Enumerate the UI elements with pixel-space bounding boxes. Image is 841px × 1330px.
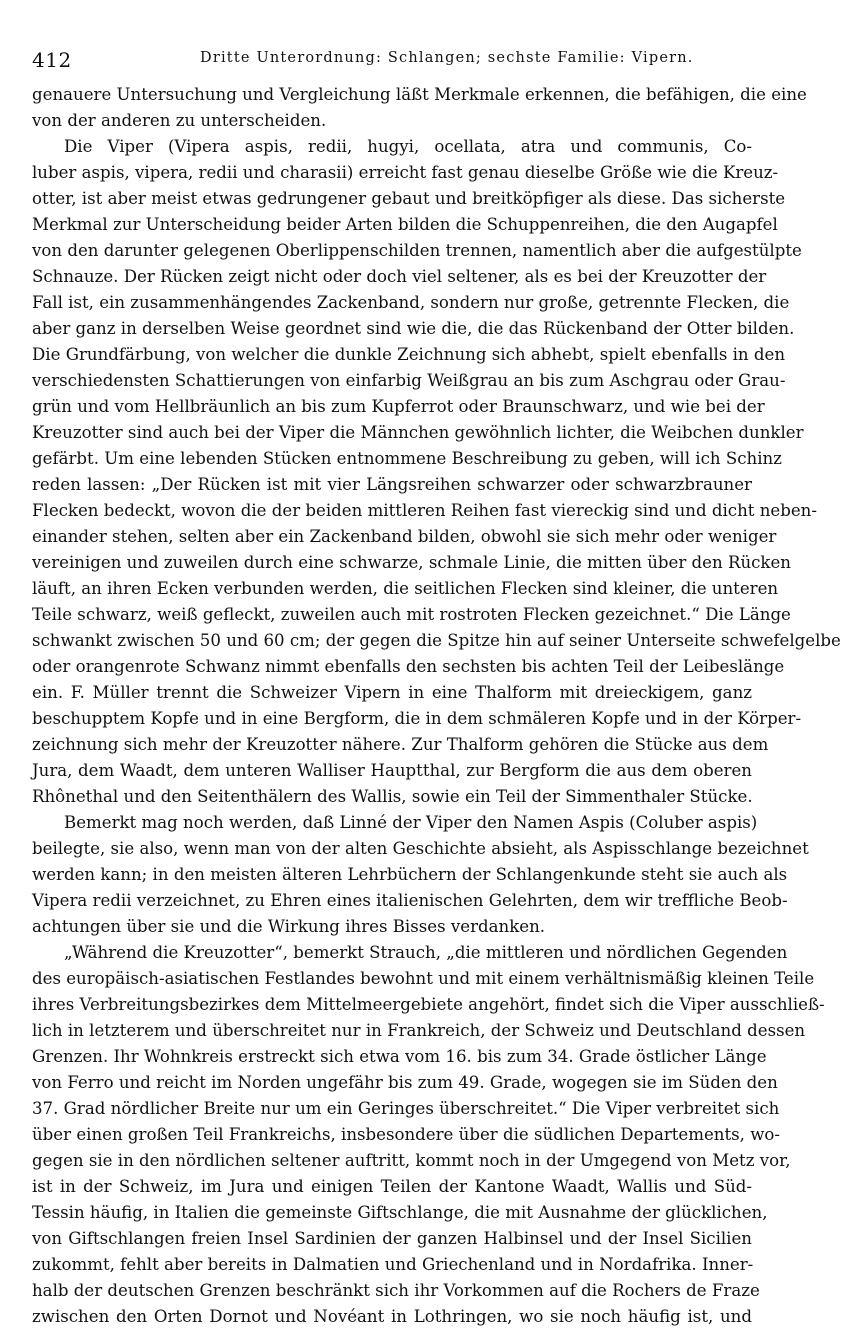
text-line: luber aspis, vipera, redii und charasii) erreicht fast genau dieselbe Größe wie die Kreuz-	[32, 163, 779, 182]
text-line: werden kann; in den meisten älteren Lehrbüchern der Schlangenkunde steht sie auch als	[32, 865, 788, 884]
text-line: von Ferro und reicht im Norden ungefähr bis zum 49. Grade, wogegen sie im Süden den	[32, 1073, 778, 1092]
text-line: Tessin häufig, in Italien die gemeinste Giftschlange, die mit Ausnahme der glücklichen,	[32, 1203, 768, 1222]
text-line: lich in letzterem und überschreitet nur in Frankreich, der Schweiz und Deutschland dessen	[32, 1021, 806, 1040]
text-line: oder orangenrote Schwanz nimmt ebenfalls den sechsten bis achten Teil der Leibeslänge	[32, 657, 785, 676]
text-line: beilegte, sie also, wenn man von der alten Geschichte absieht, als Aspisschlange bezeichnet	[32, 839, 809, 858]
body-text	[32, 82, 841, 1330]
text-line: Fall ist, ein zusammenhängendes Zackenband, sondern nur große, getrennte Flecken, die	[32, 293, 790, 312]
text-line: achtungen über sie und die Wirkung ihres Bisses verdanken.	[32, 917, 546, 936]
text-line: verschiedensten Schattierungen von einfarbig Weißgrau an bis zum Aschgrau oder Grau-	[32, 371, 786, 390]
text-line: beschupptem Kopfe und in eine Bergform, die in dem schmäleren Kopfe und in der Körper-	[32, 709, 802, 728]
text-line: einander stehen, selten aber ein Zackenband bilden, obwohl sie sich mehr oder weniger	[32, 527, 777, 546]
text-line: von den darunter gelegenen Oberlippenschilden trennen, namentlich aber die aufgestülpte	[32, 241, 802, 260]
text-line: Die Viper (Vipera aspis, redii, hugyi, ocellata, atra und communis, Co-	[64, 137, 752, 156]
text-line: „Während die Kreuzotter“, bemerkt Strauch, „die mittleren und nördlichen Gegenden	[64, 943, 788, 962]
text-line: ist in der Schweiz, im Jura und einigen Teilen der Kantone Waadt, Wallis und Süd-	[32, 1177, 752, 1196]
text-line: reden lassen: „Der Rücken ist mit vier Längsreihen schwarzer oder schwarzbrauner	[32, 475, 752, 494]
text-line: zwischen den Orten Dornot und Novéant in Lothringen, wo sie noch häufig ist, und	[32, 1307, 752, 1326]
text-line: zeichnung sich mehr der Kreuzotter nähere. Zur Thalform gehören die Stücke aus dem	[32, 735, 769, 754]
text-line: otter, ist aber meist etwas gedrungener gebaut und breitköpfiger als diese. Das sicherste	[32, 189, 786, 208]
text-line: Rhônethal und den Seitenthälern des Wallis, sowie ein Teil der Simmenthaler Stücke.	[32, 787, 753, 806]
text-line: Schnauze. Der Rücken zeigt nicht oder doch viel seltener, als es bei der Kreuzotter der	[32, 267, 767, 286]
text-line: grün und vom Hellbräunlich an bis zum Kupferrot oder Braunschwarz, und wie bei der	[32, 397, 765, 416]
text-line: schwankt zwischen 50 und 60 cm; der gegen die Spitze hin auf seiner Unterseite schwefelgelbe	[32, 631, 841, 650]
text-line: Grenzen. Ihr Wohnkreis erstreckt sich etwa vom 16. bis zum 34. Grade östlicher Länge	[32, 1047, 767, 1066]
text-line: Kreuzotter sind auch bei der Viper die Männchen gewöhnlich lichter, die Weibchen dunkler	[32, 423, 804, 442]
text-line: halb der deutschen Grenzen beschränkt sich ihr Vorkommen auf die Rochers de Fraze	[32, 1281, 760, 1300]
text-line: ihres Verbreitungsbezirkes dem Mittelmeergebiete angehört, findet sich die Viper ausschließ-	[32, 995, 825, 1014]
text-line: des europäisch-asiatischen Festlandes bewohnt und mit einem verhältnismäßig kleinen Teile	[32, 969, 815, 988]
text-line: aber ganz in derselben Weise geordnet sind wie die, die das Rückenband der Otter bilden.	[32, 319, 795, 338]
text-line: gegen sie in den nördlichen seltener auftritt, kommt noch in der Umgegend von Metz vor,	[32, 1151, 791, 1170]
text-line: Vipera redii verzeichnet, zu Ehren eines italienischen Gelehrten, dem wir treffliche Beob-	[32, 891, 788, 910]
text-line: läuft, an ihren Ecken verbunden werden, die seitlichen Flecken sind kleiner, die unteren	[32, 579, 779, 598]
text-line: ein. F. Müller trennt die Schweizer Vipern in eine Thalform mit dreieckigem, ganz	[32, 683, 752, 702]
text-line: zukommt, fehlt aber bereits in Dalmatien und Griechenland und in Nordafrika. Inner-	[32, 1255, 754, 1274]
text-line: genauere Untersuchung und Vergleichung läßt Merkmale erkennen, die befähigen, die eine	[32, 85, 807, 104]
text-line: Bemerkt mag noch werden, daß Linné der Viper den Namen Aspis (Coluber aspis)	[64, 813, 758, 832]
text-line: über einen großen Teil Frankreichs, insbesondere über die südlichen Departements, wo-	[32, 1125, 781, 1144]
text-line: Jura, dem Waadt, dem unteren Walliser Hauptthal, zur Bergform die aus dem oberen	[32, 761, 752, 780]
text-line: von der anderen zu unterscheiden.	[32, 111, 327, 130]
text-line: Teile schwarz, weiß gefleckt, zuweilen auch mit rostroten Flecken gezeichnet.“ Die Länge	[32, 605, 791, 624]
text-line: gefärbt. Um eine lebenden Stücken entnommene Beschreibung zu geben, will ich Schinz	[32, 449, 782, 468]
text-line: von Giftschlangen freien Insel Sardinien der ganzen Halbinsel und der Insel Sicilien	[32, 1229, 752, 1248]
text-line: vereinigen und zuweilen durch eine schwarze, schmale Linie, die mitten über den Rücken	[32, 553, 791, 572]
text-line: Die Grundfärbung, von welcher die dunkle Zeichnung sich abhebt, spielt ebenfalls in den	[32, 345, 786, 364]
text-line: Flecken bedeckt, wovon die der beiden mittleren Reihen fast viereckig sind und dicht neben-	[32, 501, 817, 520]
text-line: 37. Grad nördlicher Breite nur um ein Geringes überschreitet.“ Die Viper verbreitet sich	[32, 1099, 780, 1118]
running-head: Dritte Unterordnung: Schlangen; sechste Familie: Vipern.	[200, 50, 694, 66]
text-line: Merkmal zur Unterscheidung beider Arten bilden die Schuppenreihen, die den Augapfel	[32, 215, 778, 234]
page-header	[32, 48, 752, 76]
page-number: 412	[32, 48, 72, 72]
